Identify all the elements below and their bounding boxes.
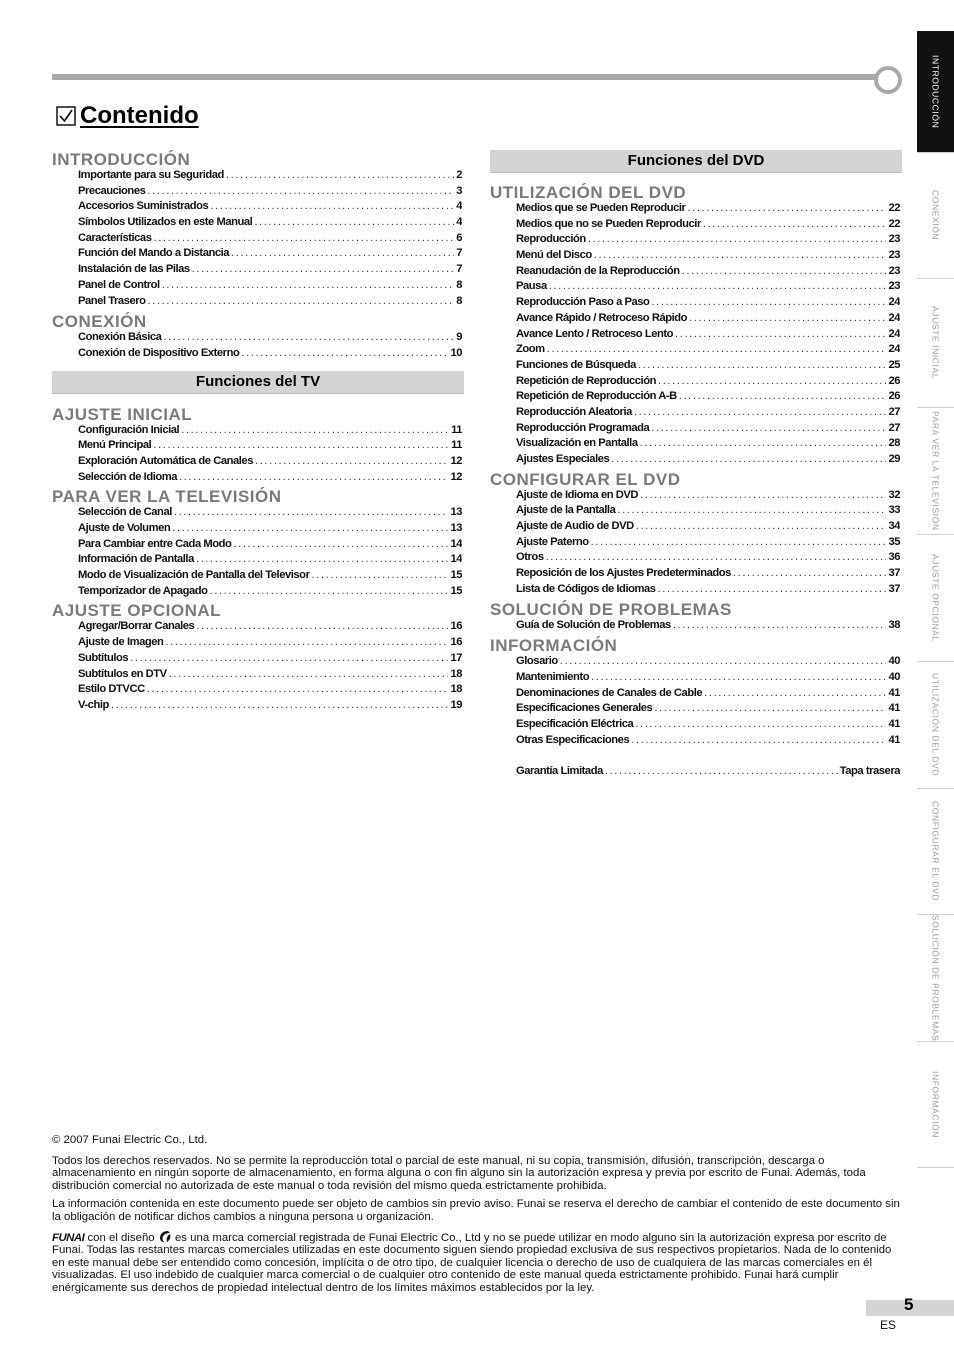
dot-leader bbox=[169, 668, 449, 680]
toc-entry-label: Ajuste de Imagen bbox=[78, 636, 164, 649]
dot-leader bbox=[174, 506, 449, 518]
dot-leader bbox=[148, 295, 455, 307]
funai-logo: FUNAI bbox=[52, 1231, 85, 1244]
dot-leader bbox=[255, 455, 448, 467]
toc-entry[interactable] bbox=[516, 249, 900, 265]
toc-entry-label: Reproducción Paso a Paso bbox=[516, 296, 650, 309]
header-rule-circle bbox=[874, 66, 902, 94]
toc-entry[interactable] bbox=[516, 453, 900, 469]
toc-entry-label: Otros bbox=[516, 551, 544, 564]
dot-leader bbox=[675, 328, 886, 340]
dot-leader bbox=[547, 343, 887, 355]
toc-entry[interactable] bbox=[78, 200, 462, 216]
toc-entry-label: Zoom bbox=[516, 343, 545, 356]
section-heading-configurar: CONFIGURAR EL DVD bbox=[490, 469, 681, 489]
toc-entry-page: 8 bbox=[456, 278, 462, 291]
dot-leader bbox=[640, 437, 887, 449]
toc-entry[interactable] bbox=[516, 437, 900, 453]
dot-leader bbox=[254, 216, 454, 228]
toc-entry-label: Menú del Disco bbox=[516, 249, 592, 262]
toc-entry[interactable] bbox=[516, 233, 900, 249]
toc-entry-label: Ajuste de Audio de DVD bbox=[516, 520, 634, 533]
toc-entry-label: Avance Lento / Retroceso Lento bbox=[516, 327, 674, 340]
toc-entry-label: Selección de Canal bbox=[78, 506, 172, 519]
toc-entry-label: Para Cambiar entre Cada Modo bbox=[78, 537, 232, 550]
toc-entry-label: V-chip bbox=[78, 698, 109, 711]
toc-entry-page: 40 bbox=[888, 655, 900, 668]
section-heading-para-ver: PARA VER LA TELEVISIÓN bbox=[52, 487, 282, 507]
toc-entry[interactable] bbox=[516, 265, 900, 281]
toc-entry-label: Especificación Eléctrica bbox=[516, 717, 634, 730]
dot-leader bbox=[130, 652, 448, 664]
toc-entry-page: 16 bbox=[450, 636, 462, 649]
toc-entry-page: 40 bbox=[888, 670, 900, 683]
toc-entry[interactable] bbox=[516, 551, 900, 567]
side-tab-informacion[interactable] bbox=[917, 1042, 954, 1168]
toc-entry-label: Símbolos Utilizados en este Manual bbox=[78, 216, 253, 229]
toc-entry-page: 35 bbox=[888, 535, 900, 548]
page-title: Contenido bbox=[80, 102, 199, 129]
toc-entry-label: Temporizador de Apagado bbox=[78, 584, 208, 597]
toc-entry-label: Configuración Inicial bbox=[78, 423, 180, 436]
dot-leader bbox=[549, 280, 887, 292]
dot-leader bbox=[233, 538, 448, 550]
toc-entry-label: Características bbox=[78, 231, 152, 244]
band-funciones-dvd: Funciones del DVD bbox=[490, 150, 902, 173]
side-tab-label: INFORMACIÓN bbox=[930, 1070, 941, 1139]
section-list-para-ver bbox=[52, 506, 464, 600]
toc-entry[interactable] bbox=[516, 718, 900, 734]
toc-entry-page: 10 bbox=[450, 346, 462, 359]
band-funciones-tv: Funciones del TV bbox=[52, 371, 464, 394]
dot-leader bbox=[673, 619, 887, 631]
toc-entry-page: 13 bbox=[450, 522, 462, 534]
section-list-utilizacion bbox=[490, 202, 902, 469]
toc-entry-label: Selección de Idioma bbox=[78, 470, 178, 483]
toc-entry[interactable] bbox=[78, 216, 462, 232]
dot-leader bbox=[163, 331, 454, 343]
dot-leader bbox=[594, 249, 887, 261]
toc-entry[interactable] bbox=[78, 247, 462, 263]
toc-entry-page: 12 bbox=[450, 454, 462, 467]
dot-leader bbox=[689, 312, 886, 324]
dot-leader bbox=[634, 406, 887, 418]
toc-entry-page: 26 bbox=[888, 374, 900, 387]
toc-entry-page: 13 bbox=[450, 506, 462, 519]
toc-entry[interactable] bbox=[516, 520, 900, 536]
dot-leader bbox=[704, 687, 886, 699]
toc-entry-label: Modo de Visualización de Pantalla del Televisor bbox=[78, 569, 310, 582]
toc-entry[interactable] bbox=[78, 683, 462, 699]
dot-leader bbox=[658, 583, 887, 595]
side-tab-label: CONEXIÓN bbox=[930, 190, 941, 241]
toc-entry-label: Repetición de Reproducción A-B bbox=[516, 390, 677, 403]
side-tab-label: PARA VER LA TELEVISIÓN bbox=[930, 411, 941, 531]
dot-leader bbox=[153, 439, 449, 451]
section-heading-ajuste-inicial: AJUSTE INICIAL bbox=[52, 404, 193, 424]
toc-entry-label: Estilo DTVCC bbox=[78, 683, 145, 696]
toc-entry[interactable] bbox=[516, 359, 900, 375]
section-list-solucion bbox=[490, 619, 902, 635]
toc-entry-label: Guía de Solución de Problemas bbox=[516, 618, 671, 631]
toc-entry-page: 15 bbox=[450, 569, 462, 582]
toc-entry-label: Función del Mando a Distancia bbox=[78, 247, 230, 260]
section-list-introduccion bbox=[52, 169, 464, 310]
side-tab-label: AJUSTE INICIAL bbox=[930, 306, 941, 380]
dot-leader bbox=[651, 296, 886, 308]
toc-entry[interactable] bbox=[78, 553, 462, 569]
section-heading-conexion: CONEXIÓN bbox=[52, 312, 147, 332]
side-tab-utilizacion[interactable] bbox=[917, 662, 954, 789]
toc-entry[interactable] bbox=[78, 668, 462, 684]
toc-entry[interactable] bbox=[516, 489, 900, 505]
toc-entry[interactable] bbox=[516, 312, 900, 328]
toc-entry[interactable] bbox=[78, 331, 462, 347]
toc-entry-page: 2 bbox=[456, 169, 462, 181]
section-heading-solucion: SOLUCIÓN DE PROBLEMAS bbox=[490, 599, 732, 619]
toc-entry-page: 14 bbox=[450, 553, 462, 566]
toc-entry-page: 6 bbox=[456, 231, 462, 244]
toc-entry[interactable] bbox=[516, 734, 900, 750]
toc-entry-label: Lista de Códigos de Idiomas bbox=[516, 582, 656, 595]
toc-entry[interactable] bbox=[78, 347, 462, 363]
toc-entry-label: Ajustes Especiales bbox=[516, 453, 610, 465]
toc-entry[interactable] bbox=[516, 702, 900, 718]
toc-entry-page: 23 bbox=[888, 264, 900, 277]
toc-entry[interactable] bbox=[516, 687, 900, 703]
toc-entry[interactable] bbox=[78, 263, 462, 279]
toc-entry[interactable] bbox=[78, 506, 462, 522]
dot-leader bbox=[147, 185, 454, 197]
language-code: ES bbox=[880, 1318, 897, 1332]
toc-entry-label: Medios que no se Pueden Reproducir bbox=[516, 217, 701, 230]
toc-entry-page: 14 bbox=[450, 537, 462, 550]
toc-entry[interactable] bbox=[516, 671, 900, 687]
toc-entry-page: 18 bbox=[450, 683, 462, 696]
toc-entry-page: 28 bbox=[888, 437, 900, 450]
toc-entry-page: 7 bbox=[456, 263, 462, 276]
section-list-ajuste-opcional bbox=[52, 620, 464, 714]
toc-entry[interactable] bbox=[78, 620, 462, 636]
toc-entry-label: Precauciones bbox=[78, 184, 146, 197]
dot-leader bbox=[658, 375, 886, 387]
dot-leader bbox=[631, 734, 886, 746]
section-heading-utilizacion: UTILIZACIÓN DEL DVD bbox=[490, 183, 687, 202]
changes-paragraph: La información contenida en este documento puede ser objeto de cambios sin previo aviso. Funai se reserva el derecho de cambiar el contenido de este documento sin la obligación de notificar dichos cambios a ninguna persona u organización. bbox=[52, 1198, 900, 1223]
dot-leader bbox=[611, 453, 886, 465]
dot-leader bbox=[165, 636, 448, 648]
toc-entry-page: 12 bbox=[450, 470, 462, 483]
toc-entry-page: 38 bbox=[888, 618, 900, 631]
dot-leader bbox=[311, 569, 448, 581]
toc-entry-page: 24 bbox=[888, 296, 900, 309]
toc-entry-page: 15 bbox=[450, 584, 462, 597]
side-tab-label: SOLUCIÓN DE PROBLEMAS bbox=[930, 914, 941, 1042]
dot-leader bbox=[181, 424, 449, 436]
toc-entry-label: Especificaciones Generales bbox=[516, 702, 653, 715]
toc-entry-page: 3 bbox=[456, 184, 462, 197]
toc-entry-garantia[interactable] bbox=[516, 765, 900, 781]
side-tab-label: AJUSTE OPCIONAL bbox=[930, 554, 941, 642]
toc-entry-page: 8 bbox=[456, 294, 462, 307]
toc-entry-page: 16 bbox=[450, 620, 462, 633]
side-tab-label: CONFIGURAR EL DVD bbox=[930, 801, 941, 902]
side-tab-introduccion[interactable] bbox=[917, 31, 954, 153]
side-tab-label: INTRODUCCIÓN bbox=[930, 54, 941, 129]
trademark-text-2: es una marca comercial registrada de Funai Electric Co., Ltd y no se puede utilizar en modo alguno sin la autorización expresa por escrito de Funai. Todas las restantes marcas comerciales utilizadas en este documento siguen siendo propiedad exclusiva de sus respectivos propietarios. Nada de lo contenido en este manual debe ser entendido como concesión, implícita o de otro tipo, de cualquier licencia o derecho de uso de cualquiera de las marcas comerciales en él visualizadas. El uso indebido de cualquier marca comercial o de cualquier otro contenido de este manual queda estrictamente prohibido. Funai hará cumplir enérgicamente sus derechos de propiedad intelectual dentro de los límites máximos establecidos por la ley. bbox=[52, 1231, 892, 1294]
toc-entry-label: Reposición de los Ajustes Predeterminados bbox=[516, 567, 731, 580]
toc-entry-page: 41 bbox=[888, 686, 900, 699]
toc-entry-label: Menú Principal bbox=[78, 439, 152, 452]
toc-entry[interactable] bbox=[78, 538, 462, 554]
toc-entry-page: 27 bbox=[888, 421, 900, 434]
dot-leader bbox=[733, 567, 887, 579]
toc-entry-page: 24 bbox=[888, 327, 900, 340]
toc-entry-label: Avance Rápido / Retroceso Rápido bbox=[516, 311, 688, 324]
dot-leader bbox=[605, 765, 838, 777]
side-tab-configurar[interactable] bbox=[917, 789, 954, 915]
dot-leader bbox=[231, 247, 454, 259]
toc-entry-label: Medios que se Pueden Reproducir bbox=[516, 202, 686, 214]
copyright-line: © 2007 Funai Electric Co., Ltd. bbox=[52, 1134, 208, 1146]
dot-leader bbox=[226, 169, 454, 181]
dot-leader bbox=[210, 200, 454, 212]
funai-design-mark-icon bbox=[158, 1230, 172, 1243]
toc-entry-label: Subtítulos bbox=[78, 651, 129, 664]
rights-paragraph: Todos los derechos reservados. No se permite la reproducción total o parcial de este manual, ni su copia, transmisión, difusión, transcripción, descarga o almacenamiento en ningún soporte de almacenamiento, en forma alguna o con fin alguno sin la autorización expresa y previa por escrito de Funai. Además, toda distribución comercial no autorizada de este manual o toda revisión del mismo queda estrictamente prohibida. bbox=[52, 1154, 866, 1192]
dot-leader bbox=[617, 504, 886, 516]
toc-entry-label: Ajuste de Idioma en DVD bbox=[516, 488, 639, 501]
toc-entry[interactable] bbox=[78, 232, 462, 248]
section-heading-ajuste-opcional: AJUSTE OPCIONAL bbox=[52, 601, 222, 621]
toc-entry[interactable] bbox=[516, 567, 900, 583]
toc-entry-page: 11 bbox=[451, 439, 462, 452]
toc-entry[interactable] bbox=[516, 504, 900, 520]
toc-entry-page: 34 bbox=[888, 520, 900, 533]
toc-entry[interactable] bbox=[516, 406, 900, 422]
dot-leader bbox=[591, 536, 887, 548]
toc-entry-label: Ajuste Paterno bbox=[516, 535, 589, 548]
dot-leader bbox=[703, 218, 887, 230]
section-heading-introduccion: INTRODUCCIÓN bbox=[52, 150, 191, 169]
toc-entry-page: 25 bbox=[888, 358, 900, 371]
toc-entry[interactable] bbox=[78, 569, 462, 585]
toc-entry-label: Mantenimiento bbox=[516, 670, 590, 683]
dot-leader bbox=[172, 522, 448, 534]
toc-entry-page: 29 bbox=[888, 453, 900, 465]
toc-entry-page: 19 bbox=[450, 698, 462, 711]
toc-entry-page: 24 bbox=[888, 311, 900, 324]
toc-entry[interactable] bbox=[78, 585, 462, 601]
dot-leader bbox=[636, 520, 887, 532]
toc-entry[interactable] bbox=[516, 328, 900, 344]
toc-entry-page: 11 bbox=[451, 423, 462, 436]
toc-entry[interactable] bbox=[78, 636, 462, 652]
toc-entry[interactable] bbox=[78, 424, 462, 440]
toc-entry[interactable] bbox=[516, 655, 900, 671]
warranty-entry-list bbox=[490, 765, 902, 781]
toc-entry[interactable] bbox=[78, 522, 462, 538]
toc-entry-page: 37 bbox=[888, 582, 900, 595]
toc-entry-page: 4 bbox=[456, 200, 462, 213]
section-list-configurar bbox=[490, 489, 902, 599]
toc-entry-page: 7 bbox=[456, 247, 462, 260]
toc-entry[interactable] bbox=[78, 185, 462, 201]
toc-entry-label: Repetición de Reproducción bbox=[516, 374, 656, 387]
toc-entry-label: Funciones de Búsqueda bbox=[516, 358, 636, 371]
toc-entry-label: Subtítulos en DTV bbox=[78, 667, 167, 680]
title-block bbox=[56, 102, 199, 130]
toc-entry-label: Información de Pantalla bbox=[78, 553, 194, 566]
header-rule bbox=[52, 74, 878, 80]
toc-entry[interactable] bbox=[516, 296, 900, 312]
dot-leader bbox=[638, 359, 887, 371]
toc-entry[interactable] bbox=[516, 202, 900, 218]
toc-entry[interactable] bbox=[78, 455, 462, 471]
trademark-text-1: con el diseño bbox=[87, 1231, 155, 1244]
legal-footer bbox=[52, 1134, 902, 1301]
side-tab-para-ver[interactable] bbox=[917, 408, 954, 535]
dot-leader bbox=[210, 585, 449, 597]
toc-entry-label: Panel de Control bbox=[78, 278, 160, 291]
toc-left-column bbox=[52, 150, 464, 715]
toc-entry-page: 41 bbox=[888, 733, 900, 746]
toc-entry-page: 33 bbox=[888, 504, 900, 517]
toc-entry-label: Otras Especificaciones bbox=[516, 733, 630, 746]
dot-leader bbox=[196, 620, 448, 632]
dot-leader bbox=[635, 718, 886, 730]
toc-entry[interactable] bbox=[78, 279, 462, 295]
toc-entry[interactable] bbox=[516, 583, 900, 599]
dot-leader bbox=[640, 489, 886, 501]
toc-entry-label: Garantía Limitada bbox=[516, 765, 603, 778]
toc-entry-label: Reanudación de la Reproducción bbox=[516, 264, 680, 277]
toc-entry-page: 22 bbox=[888, 202, 900, 214]
dot-leader bbox=[560, 655, 887, 667]
toc-entry-page: 24 bbox=[888, 343, 900, 356]
toc-entry[interactable] bbox=[516, 343, 900, 359]
toc-entry-page: 23 bbox=[888, 280, 900, 293]
toc-entry-page: 36 bbox=[888, 551, 900, 564]
toc-entry-label: Reproducción bbox=[516, 233, 586, 246]
toc-entry-label: Agregar/Borrar Canales bbox=[78, 620, 195, 633]
toc-entry-page: Tapa trasera bbox=[839, 765, 900, 778]
toc-entry[interactable] bbox=[516, 218, 900, 234]
toc-entry[interactable] bbox=[78, 652, 462, 668]
side-tab-solucion[interactable] bbox=[917, 915, 954, 1042]
toc-entry-page: 22 bbox=[888, 217, 900, 230]
toc-entry-label: Exploración Automática de Canales bbox=[78, 454, 253, 467]
toc-entry-page: 23 bbox=[888, 233, 900, 246]
toc-entry-label: Importante para su Seguridad bbox=[78, 169, 224, 181]
toc-entry-label: Visualización en Pantalla bbox=[516, 437, 638, 450]
toc-entry-label: Reproducción Programada bbox=[516, 421, 650, 434]
dot-leader bbox=[588, 233, 887, 245]
section-heading-informacion: INFORMACIÓN bbox=[490, 636, 618, 656]
toc-entry-label: Panel Trasero bbox=[78, 294, 146, 307]
section-list-conexion bbox=[52, 331, 464, 362]
toc-entry[interactable] bbox=[78, 471, 462, 487]
toc-entry-label: Reproducción Aleatoria bbox=[516, 405, 632, 418]
toc-entry[interactable] bbox=[78, 169, 462, 185]
toc-entry-page: 4 bbox=[456, 216, 462, 229]
toc-entry-label: Conexión de Dispositivo Externo bbox=[78, 346, 240, 359]
dot-leader bbox=[162, 279, 455, 291]
toc-entry-page: 18 bbox=[450, 667, 462, 680]
toc-entry[interactable] bbox=[78, 439, 462, 455]
dot-leader bbox=[153, 232, 454, 244]
dot-leader bbox=[192, 263, 455, 275]
toc-entry-label: Accesorios Suministrados bbox=[78, 200, 209, 213]
toc-entry[interactable] bbox=[78, 295, 462, 311]
dot-leader bbox=[591, 671, 886, 683]
side-tab-label: UTILIZACIÓN DEL DVD bbox=[930, 673, 941, 777]
dot-leader bbox=[147, 683, 449, 695]
dot-leader bbox=[196, 553, 449, 565]
page-number: 5 bbox=[904, 1295, 914, 1314]
toc-entry-page: 27 bbox=[888, 405, 900, 418]
dot-leader bbox=[241, 347, 448, 359]
dot-leader bbox=[179, 471, 448, 483]
toc-entry[interactable] bbox=[516, 619, 900, 635]
toc-entry-page: 41 bbox=[888, 717, 900, 730]
section-list-ajuste-inicial bbox=[52, 424, 464, 487]
side-tab-strip bbox=[917, 31, 954, 1168]
toc-entry-page: 9 bbox=[456, 331, 462, 344]
toc-entry-label: Pausa bbox=[516, 280, 547, 293]
toc-entry[interactable] bbox=[516, 280, 900, 296]
toc-entry-label: Denominaciones de Canales de Cable bbox=[516, 686, 703, 699]
toc-entry-page: 37 bbox=[888, 567, 900, 580]
toc-entry-page: 23 bbox=[888, 249, 900, 262]
trademark-paragraph bbox=[52, 1230, 902, 1295]
dot-leader bbox=[546, 551, 887, 563]
toc-entry-page: 26 bbox=[888, 390, 900, 403]
toc-entry[interactable] bbox=[516, 375, 900, 391]
toc-right-column bbox=[490, 150, 902, 781]
toc-entry[interactable] bbox=[516, 390, 900, 406]
toc-entry-label: Ajuste de Volumen bbox=[78, 522, 171, 534]
toc-entry-label: Ajuste de la Pantalla bbox=[516, 504, 616, 517]
toc-entry[interactable] bbox=[516, 422, 900, 438]
toc-entry-label: Conexión Básica bbox=[78, 331, 162, 344]
toc-entry[interactable] bbox=[78, 699, 462, 715]
checkbox-checked-icon bbox=[56, 106, 76, 126]
toc-entry-page: 32 bbox=[888, 488, 900, 501]
toc-entry-page: 41 bbox=[888, 702, 900, 715]
toc-entry-page: 17 bbox=[450, 651, 462, 664]
dot-leader bbox=[679, 390, 887, 402]
section-list-informacion bbox=[490, 655, 902, 749]
toc-entry[interactable] bbox=[516, 536, 900, 552]
toc-entry-label: Glosario bbox=[516, 655, 558, 668]
side-tab-ajuste-inicial[interactable] bbox=[917, 279, 954, 408]
dot-leader bbox=[654, 702, 886, 714]
toc-entry-label: Instalación de las Pilas bbox=[78, 263, 190, 276]
dot-leader bbox=[651, 422, 886, 434]
dot-leader bbox=[687, 202, 886, 214]
side-tab-ajuste-opcional[interactable] bbox=[917, 535, 954, 662]
dot-leader bbox=[682, 265, 887, 277]
side-tab-conexion[interactable] bbox=[917, 153, 954, 279]
dot-leader bbox=[111, 699, 449, 711]
